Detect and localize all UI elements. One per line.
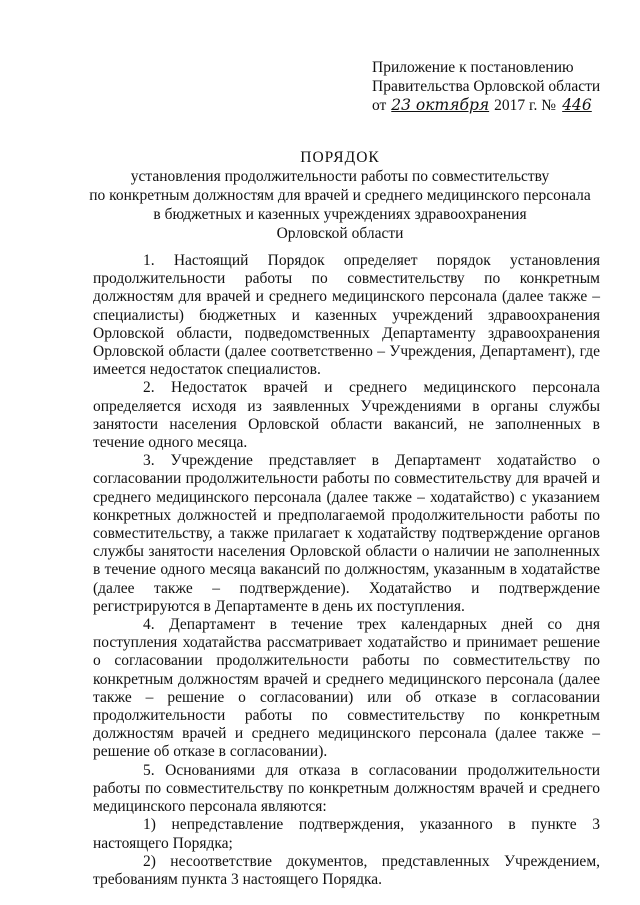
title-line-2: по конкретным должностям для врачей и среднего медицинского персонала (89, 187, 591, 204)
paragraph-1: 1. Настоящий Порядок определяет порядок установления продолжительности работы по совместительству по конкретным должностям для врачей и среднего медицинского персонала (далее также – специалисты) бюджетных и казенных учреждений здравоохранения Орловской области, подведомственных Департаменту здравоохранения Орловской области (далее соответственно – Учреждения, Департамент), где имеется недостаток специалистов. (93, 252, 600, 379)
document-title (70, 148, 610, 243)
paragraph-3: 3. Учреждение представляет в Департамент ходатайство о согласовании продолжительности работы по совместительству для врачей и среднего медицинского персонала (далее также – ходатайство) с указанием конкретных должностей и предполагаемой продолжительности работы по совместительству, а также прилагает к ходатайству подтверждение органов службы занятости населения Орловской области о наличии не заполненных в течение одного месяца вакансий по должностям, указанным в ходатайстве (далее также – подтверждение). Ходатайство и подтверждение регистрируются в Департаменте в день их поступления. (93, 452, 600, 615)
title-line-1: установления продолжительности работы по совместительству (130, 168, 550, 185)
list-item-1: 1) непредставление подтверждения, указанного в пункте 3 настоящего Порядка; (93, 816, 600, 852)
appendix-header (372, 58, 612, 115)
title-line-4: Орловской области (276, 225, 404, 242)
appendix-line-1: Приложение к постановлению (372, 59, 574, 76)
paragraph-2: 2. Недостаток врачей и среднего медицинского персонала определяется исходя из заявленных Учреждениями в органы службы занятости населения Орловской области вакансий, не заполненных в течение одного месяца. (93, 379, 600, 452)
paragraph-4: 4. Департамент в течение трех календарных дней со дня поступления ходатайства рассматривает ходатайство и принимает решение о согласовании продолжительности работы по совместительству по конкретным должностям врачей и среднего медицинского персонала (далее также – решение о согласовании) или об отказе в согласовании продолжительности работы по совместительству по конкретным должностям врачей и среднего медицинского персонала (далее также – решение об отказе в согласовании). (93, 616, 600, 761)
date-prefix: от (372, 97, 387, 114)
title-line-3: в бюджетных и казенных учреждениях здравоохранения (153, 206, 527, 223)
appendix-line-2: Правительства Орловской области (372, 78, 601, 95)
list-item-2: 2) несоответствие документов, представленных Учреждением, требованиям пункта 3 настоящего Порядка. (93, 852, 600, 888)
appendix-line-3 (372, 96, 612, 115)
document-body (93, 252, 600, 889)
handwritten-date: 23 октября (391, 96, 490, 114)
title-main: ПОРЯДОК (300, 149, 380, 166)
paragraph-5: 5. Основаниями для отказа в согласовании продолжительности работы по совместительству по конкретным должностям врачей и среднего медицинского персонала являются: (93, 761, 600, 816)
year-and-number-label: 2017 г. № (494, 97, 557, 114)
handwritten-number: 446 (562, 96, 592, 114)
